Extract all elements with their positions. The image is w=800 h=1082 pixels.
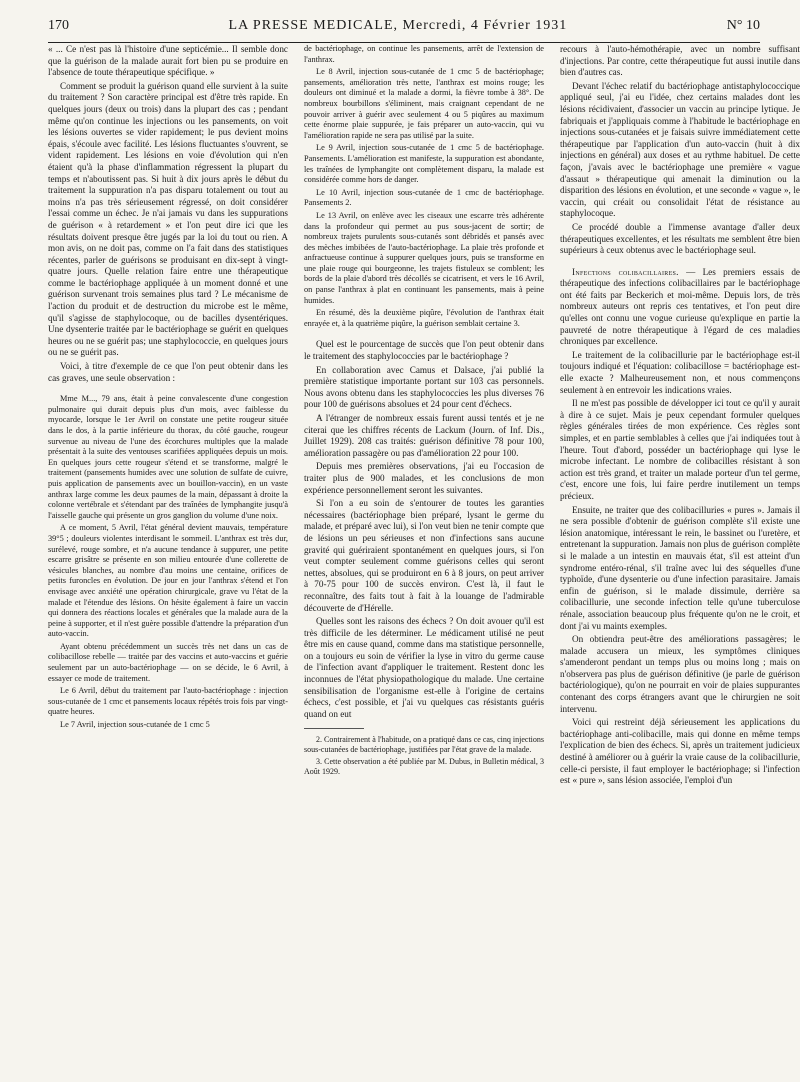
case-observation: Ayant obtenu précédemment un succès très net dans un cas de colibacillose rebelle — traitée par des vaccins et auto-vaccins et guérie seulement par un auto-bactériophage — on se décide, le 6 Avril, à essayer ce mode de traitement. xyxy=(48,641,288,683)
column-left xyxy=(48,44,288,1076)
paragraph: Le traitement de la colibacillurie par le bactériophage est-il toujours indiqué et l'équation: colibacillose = bactériophage est-elle exacte ? Malheureusement non, et nous commençons seulement à en entrevoir les indications vraies. xyxy=(560,349,800,395)
paragraph: Comment se produit la guérison quand elle survient à la suite du traitement ? Son caractère principal est d'être très rapide. En quelques jours (deux ou trois) dans la plupart des cas ; pendant même qu'on continue les injections ou les pansements, on voit les lésions ouvertes se vider rapidement; le pus devient moins épais, s'écoule avec facilité. Les lésions fluctuantes s'ouvrent, se vident rapidement. Les lésions en voie d'évolution qui n'en étaient qu'à la phase d'inflammation régressent la plupart du temps et n'aboutissent pas. Si huit à dix jours après le début du traitement la suppuration n'a pas disparu totalement ou tout au moins n'a pas très sérieusement régressé, on doit considérer l'essai comme un échec. Je n'ai jamais vu dans les suppurations de guérison « à retardement » et l'on peut dire ici que les résultats doivent presque être jugés par la loi du tout ou rien. A mon avis, on ne doit pas, comme on l'a fait dans des statistiques récentes, parler de guérisons se produisant en dix-sept à vingt-quatre jours. Quelle relation faire entre une thérapeutique comme le bactériophage appliquée à un moment donné et une guérison survenant trois semaines plus tard ? Le mécanisme de l'action du produit et de destruction du microbe est le même, qu'il s'agisse de staphylocoque, ou de bacilles dysentériques. Une dysenterie traitée par le bactériophage se guérit en quelques heures ou ne se guérit pas; une staphylococcie, en quelques jours ou ne se guérit pas. xyxy=(48,80,288,358)
paragraph: Ensuite, ne traiter que des colibacilluries « pures ». Jamais il ne sera possible d'obtenir de guérison complète s'il existe une lésion anatomique, intéressant le rein, le bassinet ou l'uretère, et entretenant la suppuration. Jamais non plus de guérison complète si le malade a un intestin en mauvais état, s'il est atteint d'un syndrome entéro-rénal, s'il traîne avec lui des séquelles d'une typhoïde, d'une dysenterie ou d'une infection parasitaire. Jamais enfin de guérison, si le malade dissimule, derrière sa colibacillurie, une seconde infection telle qu'une tuberculose rénale, association beaucoup plus fréquente qu'on ne le croit, et dont j'ai vu maints exemples. xyxy=(560,504,800,631)
paragraph: Quel est le pourcentage de succès que l'on peut obtenir dans le traitement des staphylococcies par le bactériophage ? xyxy=(304,339,544,362)
text-columns xyxy=(48,44,800,1076)
footnote: 3. Cette observation a été publiée par M. Dubus, in Bulletin médical, 3 Août 1929. xyxy=(304,757,544,777)
journal-title: LA PRESSE MEDICALE, Mercredi, 4 Février 1931 xyxy=(228,18,568,33)
case-observation: Le 6 Avril, début du traitement par l'auto-bactériophage : injection sous-cutanée de 1 cmc et pansements locaux répétés trois fois par vingt-quatre heures. xyxy=(48,686,288,717)
case-observation: Le 10 Avril, injection sous-cutanée de 1 cmc de bactériophage. Pansements 2. xyxy=(304,187,544,208)
column-right xyxy=(560,44,800,1076)
case-observation: Le 13 Avril, on enlève avec les ciseaux une escarre très adhérente dans la profondeur qui permet au pus sous-jacent de sortir; de nombreux trajets purulents sous-cutanés sont débridés et pansés avec des mèches imbibées de l'auto-bactériophage. La plaie très profonde et anfractueuse continue à suppurer quelques jours, puis se transforme en une plaie rouge qui bourgeonne, les trajets fistuleux se comblent; les bords de la plaie d'abord très décollés se cicatrisent, et vers le 16 Avril, on panse l'anthrax à plat en continuant les pansements, mais à peine humides. xyxy=(304,210,544,305)
paragraph: « ... Ce n'est pas là l'histoire d'une septicémie... Il semble donc que la guérison de la malade aurait fort bien pu se produire en l'absence de toute thérapeutique spécifique. » xyxy=(48,44,288,78)
section-paragraph xyxy=(560,267,800,348)
paragraph: recours à l'auto-hémothérapie, avec un nombre suffisant d'injections. Par contre, cette thérapeutique fut aussi inutile dans bien d'autres cas. xyxy=(560,44,800,78)
footnote: 2. Contrairement à l'habitude, on a pratiqué dans ce cas, cinq injections sous-cutanées de bactériophage, justifiées par l'état grave de la malade. xyxy=(304,735,544,755)
paragraph-text: — Les premiers essais de thérapeutique des infections colibacillaires par le bactériophage ont été faits par Beckerich et moi-même. Depuis lors, de très nombreux auteurs ont repris ces tentatives, et l'on peut dire qu'elles ont connu une vogue curieuse qu'explique en partie la pauvreté de notre thérapeutique à l'égard de ces maladies chroniques par excellence. xyxy=(560,266,800,347)
page-header xyxy=(48,18,760,43)
case-observation: Le 7 Avril, injection sous-cutanée de 1 cmc 5 xyxy=(60,720,210,730)
paragraph: Depuis mes premières observations, j'ai eu l'occasion de traiter plus de 900 malades, et les conclusions de mon expérience personnellement seront les suivantes. xyxy=(304,461,544,495)
footnote-divider xyxy=(304,728,364,729)
section-heading: Infections colibacillaires. xyxy=(572,266,679,277)
paragraph: Devant l'échec relatif du bactériophage antistaphylococcique appliqué seul, j'ai eu l'idée, chez certains malades dont les lésions récidivaient, d'associer un vaccin au principe lytique. Je fabriquais et j'appliquais comme à l'habitude le bactériophage en injections sous-cutanées et je faisais suivre immédiatement cette thérapeutique par l'application d'un auto-vaccin (huit à dix injections en général) aux doses et au rythme habituel. De cette façon, j'avais avec le bactériophage une première « vague d'assaut » thérapeutique qui amenait la diminution ou la disparition des lésions en évolution, et une seconde « vague », le vaccin, qui créait ou consolidait l'état de résistance au staphylocoque. xyxy=(560,80,800,219)
column-middle xyxy=(304,44,544,1076)
paragraph: Ce procédé double a l'immense avantage d'aller deux thérapeutiques excellentes, et les résultats me semblent être bien supérieurs à ceux obtenus avec le bactériophage seul. xyxy=(560,221,800,256)
case-observation: Le 8 Avril, injection sous-cutanée de 1 cmc 5 de bactériophage; pansements, amélioration très nette, l'anthrax est moins rouge; les douleurs ont diminué et la malade a dormi, la fièvre tombe à 38°. De nombreux bourbillons s'éliminent, mais craignant cependant de ne pouvoir arriver à guérir avec seulement 4 ou 5 piqûres au maximum cette énorme plaie suppurée, je fais préparer un auto-vaccin, qui vu l'amélioration rapide ne sera pas utilisé par la suite. xyxy=(304,67,544,140)
case-observation: En résumé, dès la deuxième piqûre, l'évolution de l'anthrax était enrayée et, à la quatrième piqûre, la guérison semblait certaine 3. xyxy=(304,308,544,328)
case-observation: Mme M..., 79 ans, était à peine convalescente d'une congestion pulmonaire qui durait depuis plus d'un mois, avec faiblesse du myocarde, lorsque le 1er Avril on constate une petite rougeur située dans le dos, à la partie inférieure du thorax, du côté gauche, rougeur survenue au niveau de l'une des écorchures multiples que la malade présentait à la suite des ventouses scarifiées appliquées depuis un mois. En quelques jours cette rougeur s'étend et se transforme, malgré le traitement (pansements humides avec une solution de sulfate de cuivre, puis application de pansements avec un bouillon-vaccin), en un vaste anthrax large comme les deux paumes de la main, dépassant à droite la colonne vertébrale et s'étendant par des traînées de lymphangite jusqu'à l'aisselle gauche qui présente un gros ganglion du volume d'une noix. xyxy=(48,394,288,520)
paragraph: En collaboration avec Camus et Dalsace, j'ai publié la première statistique importante portant sur 103 cas personnels. Nous avons obtenu dans les staphylococcies les plus diverses 76 pour 100 de guérisons absolues et 24 pour cent d'échecs. xyxy=(304,364,544,410)
paragraph: A l'étranger de nombreux essais furent aussi tentés et je ne citerai que les chiffres récents de Lackum (Journ. of Inf. Dis., Juillet 1929). 208 cas traités: guérison définitive 78 pour 100, amélioration passagère ou pas d'amélioration 22 pour 100. xyxy=(304,413,544,458)
paragraph: Voici qui restreint déjà sérieusement les applications du bactériophage anti-colibacille, mais qui donne en même temps l'explication de bien des échecs. Si, après un traitement judicieux destiné à améliorer ou à guérir la vraie cause de la colibacillurie, celle-ci persiste, il faut employer le bactériophage; si l'infection est « pure », sans lésion associée, l'emploi d'un xyxy=(560,717,800,786)
case-observation: de bactériophage, on continue les pansements, arrêt de l'extension de l'anthrax. xyxy=(304,44,544,64)
paragraph: Il ne m'est pas possible de développer ici tout ce qu'il y aurait à dire à ce sujet. Mais je peux cependant formuler quelques règles générales tirées de mon expérience. Ces règles sont simples, et en partie semblables à celles que j'ai indiquées tout à l'heure. Tout d'abord, posséder un bactériophage qui lyse le microbe infectant. Le nombre de colibacilles résistant à son action est très grand, et traiter un malade porteur d'un tel germe, c'est, encore une fois, lui faire perdre inutilement un temps précieux. xyxy=(560,398,800,501)
issue-number: N° 10 xyxy=(726,18,760,33)
paragraph: Si l'on a eu soin de s'entourer de toutes les garanties nécessaires (bactériophage bien préparé, lysant le germe du malade, et préparé avec lui), si l'on veut bien ne tenir compte que de lésions un peu sérieuses et non d'infections sans aucune gravité qui guériraient spontanément en quelques jours, si l'on veut compter seulement comme guérisons celles qui seront nettes, absolues, qui se produiront en 6 à 8 jours, on peut arriver à 70-75 pour 100 de succès environ. C'est là, il faut le reconnaître, des faits tout à fait à la louange de l'admirable découverte de d'Hérelle. xyxy=(304,498,544,613)
case-observation: A ce moment, 5 Avril, l'état général devient mauvais, température 39°5 ; douleurs violentes interdisant le sommeil. L'anthrax est très dur, surélevé, rouge sombre, et n'a aucune tendance à suppurer, une petite escarre grisâtre se présente en son milieu entourée d'une collerette de vésicules blanches, au nombre d'au moins une centaine, orifices de petits furoncles en évolution. De jour en jour l'anthrax s'étend et l'on envisage avec anxiété une opération chirurgicale, grave vu l'état de la malade et l'étendue des lésions. On hésite également à faire un vaccin qui donnera des réactions locales et générales que la malade aura de la peine à supporter, et il n'est guère possible d'attendre la préparation d'un auto-vaccin. xyxy=(48,523,288,639)
page-number: 170 xyxy=(48,18,69,33)
paragraph: Quelles sont les raisons des échecs ? On doit avouer qu'il est très difficile de les déterminer. Le médicament utilisé ne peut être mis en cause quand, comme dans ma statistique personnelle, on a toujours eu soin de vérifier la lyse in vitro du germe cause de l'infection avant d'appliquer le traitement. Restent donc les inconnues de l'état physiopathologique du malade. Une certaine sensibilisation de l'organisme est-elle à l'origine de certains échecs, c'est possible, et j'ai vu quelques cas résistants guéris quand on eut xyxy=(304,616,544,719)
paragraph: Voici, à titre d'exemple de ce que l'on peut obtenir dans les cas graves, une seule observation : xyxy=(48,361,288,383)
case-observation: Le 9 Avril, injection sous-cutanée de 1 cmc 5 de bactériophage. Pansements. L'amélioration est manifeste, la suppuration est abondante, les traînées de lymphangite ont complètement disparu, la malade est considérée comme hors de danger. xyxy=(304,143,544,185)
paragraph: On obtiendra peut-être des améliorations passagères; le malade accusera un mieux, les symptômes cliniques s'amenderont pendant un temps plus ou moins long ; mais on n'observera pas plus de guérison définitive (je parle de guérison bactériologique), qu'on ne pourrait en voir de plaies suppurantes contenant des corps étrangers avant que le chirurgien ne soit intervenu. xyxy=(560,634,800,714)
